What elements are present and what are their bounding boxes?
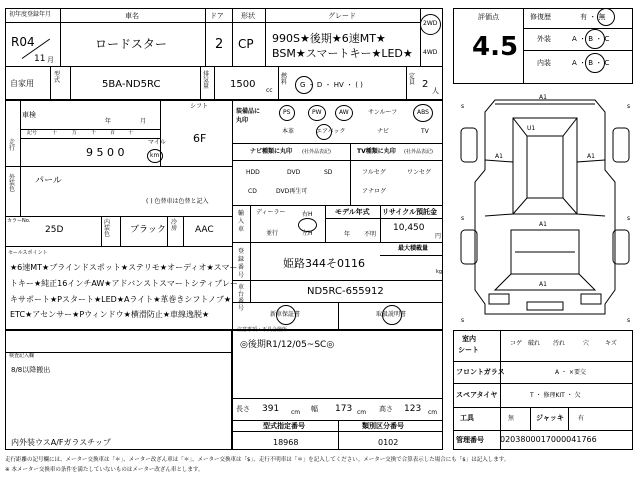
tools-label: 工具 (460, 414, 474, 422)
equip-ps: PS (283, 109, 291, 116)
sales-line: ★6速MT★ブラインドスポット★ステリモ★オーディオ★スマー (10, 263, 238, 272)
fuel-options: G ・ D ・ HV ・ ( ) (300, 81, 363, 89)
divider (101, 216, 102, 246)
dealer: ディーラー (256, 209, 286, 216)
divider (265, 8, 266, 66)
divider (200, 66, 201, 100)
car-name: ロードスター (95, 37, 167, 51)
width-label: 幅 (311, 405, 318, 413)
divider (453, 361, 633, 362)
nav-item: DVD (287, 169, 301, 176)
type-cert-label: 型式指定番号 (263, 422, 305, 430)
drive-4wd: 4WD (423, 49, 438, 56)
interior-item: コゲ (510, 340, 523, 347)
divider (5, 22, 420, 23)
nav-item: DVD再生可 (276, 188, 308, 195)
interior-sheet-label1: 室内 (462, 335, 476, 343)
divider (406, 66, 407, 100)
spare-label: スペアタイヤ (456, 391, 498, 399)
divider (523, 50, 633, 51)
equip-aw: AW (339, 109, 349, 116)
divider (214, 66, 215, 100)
plate-value: 姫路344そ0116 (283, 257, 365, 270)
interior-item: 破れ (528, 340, 541, 347)
grade-line1: 990S★後期★6速MT★ (272, 32, 386, 45)
divider (183, 216, 184, 246)
interior-color-label: 内装色 (104, 219, 111, 238)
windshield-options: A ・ ×要交 (555, 369, 586, 376)
right-hand: 右H (302, 211, 313, 218)
inspector-line2: 内外装ウスA/Fガラスチップ (11, 438, 111, 447)
nav-item: SD (324, 169, 333, 176)
divider (232, 398, 443, 399)
digit-header: 百 (110, 130, 116, 136)
interior-selected-circle (585, 53, 605, 73)
displacement-unit: cc (266, 87, 273, 94)
damage-mark: U1 (527, 125, 536, 132)
exterior-options: A ・ B ・ C (572, 35, 610, 43)
divider (232, 143, 443, 144)
car-name-label: 車名 (125, 12, 139, 20)
divider (350, 143, 351, 205)
damage-mark: A1 (539, 221, 547, 228)
sales-line: トキー★純正16インチAW★アドバンストスマートシティブレー (10, 279, 238, 288)
score-value: 4.5 (472, 32, 519, 62)
recycle-label: リサイクル預託金 (382, 208, 438, 216)
digit-header: 十 (52, 130, 58, 136)
tv-header-note: (社外品表記) (404, 149, 433, 155)
divider (20, 129, 160, 130)
sales-line: キサポート★Pスタート★LED★Aライト★革巻きシフトノブ★ (10, 295, 232, 304)
divider (338, 302, 339, 330)
equip-nav: ナビ (377, 128, 390, 135)
nav-header: ナビ種類に丸印 (250, 148, 293, 155)
divider (380, 205, 381, 242)
interior-options: A ・ B ・ C (572, 59, 610, 67)
digit-header: 記号 (27, 130, 38, 136)
unit-km: km (150, 152, 160, 159)
mgmt: 0203800017000041766 (500, 435, 597, 444)
model-year-unit: 年 (344, 231, 351, 238)
nav-item: CD (248, 188, 257, 195)
divider (250, 242, 251, 280)
shift-label: シフト (190, 103, 209, 110)
grade-line2: BSM★スマートキー★LED★ (272, 47, 413, 60)
equip-airbag: エアバック (316, 128, 346, 135)
color-no-label: カラーNo. (7, 218, 31, 224)
model: 5BA-ND5RC (102, 79, 161, 90)
ac-label: 冷房 (171, 219, 178, 232)
divider (232, 280, 443, 281)
divider (20, 138, 160, 139)
divider (205, 8, 206, 66)
divider (250, 280, 251, 302)
length-unit: cm (291, 409, 301, 416)
length-label: 長さ (236, 405, 250, 413)
divider (338, 420, 339, 450)
tv-item: アナログ (362, 188, 387, 195)
notes-label: 注意事項・不具合箇所 (237, 327, 288, 333)
divider (250, 205, 251, 242)
jack: 有 (578, 415, 585, 422)
year-label: 年 (105, 118, 112, 125)
divider (523, 8, 524, 84)
displacement: 1500 (230, 79, 256, 90)
reg-year-label: 初年度登録年月 (9, 11, 52, 18)
capacity-unit: 人 (432, 87, 439, 95)
capacity-label: 定員 (409, 73, 416, 86)
spare-options: T ・ 修理KIT ・ 欠 (530, 392, 581, 399)
divider (232, 160, 443, 161)
reg-month: 11 (34, 54, 46, 64)
exterior-selected-circle (585, 29, 605, 49)
length: 391 (262, 404, 280, 414)
divider (232, 100, 233, 330)
tv-item: フルセグ (362, 169, 386, 176)
divider (500, 330, 501, 450)
chassis-label: 車台番号 (238, 284, 245, 312)
score-label: 評価点 (478, 13, 499, 21)
divider (278, 66, 279, 100)
car-damage-diagram (455, 90, 635, 328)
divider (453, 383, 633, 384)
damage-mark: A1 (495, 153, 503, 160)
tv-item: ワンセグ (407, 169, 432, 176)
new-car-warranty: 新車保証書 (270, 311, 301, 318)
color-note: ( ) 色替車は色替と記入 (146, 198, 209, 205)
damage-mark: A1 (587, 153, 595, 160)
inspector-label: 検査記入欄 (9, 353, 35, 359)
height-label: 高さ (379, 405, 393, 413)
damage-mark: s (627, 103, 631, 110)
mgmt-label: 管理番号 (456, 436, 484, 444)
grade-label: グレード (328, 12, 356, 20)
doors: 2 (215, 37, 224, 52)
drive-2wd: 2WD (423, 20, 438, 27)
footer-line1: 走行距離の記号欄には、メーター交換車は「＊」、メーター改ざん車は「＊」、メーター交換車は「$」、走行不明車は「＊」を記入してください。メーター交換で合算表示した場合にも「$」は記入します。 (5, 457, 510, 463)
divider (70, 66, 71, 100)
width-unit: cm (357, 409, 367, 416)
exterior-label: 外装 (537, 35, 551, 43)
notes-line1: ◎後期R1/12/05~SC◎ (240, 340, 335, 350)
divider (325, 205, 326, 242)
interior-item: 汚れ (553, 340, 566, 347)
interior-frame (453, 330, 633, 450)
color-label: 外装色 (9, 174, 16, 193)
divider (325, 218, 443, 219)
month-label: 月 (140, 118, 147, 125)
recycle-value: 10,450 (393, 223, 425, 233)
model-label: 型式 (54, 71, 61, 84)
equip-abs: ABS (417, 109, 429, 116)
interior-item: 穴 (583, 340, 590, 347)
color-value: パール (35, 176, 62, 186)
digit-header: 万 (72, 130, 78, 136)
divider (5, 216, 232, 217)
model-year-unknown: 不明 (364, 231, 377, 238)
equip-sunroof: サンルーフ (368, 109, 398, 116)
damage-mark: s (627, 215, 631, 222)
divider (20, 100, 21, 166)
digit-header: 千 (91, 130, 97, 136)
type-cert: 18968 (273, 438, 299, 447)
divider (5, 246, 232, 247)
import-label: 輸入車 (238, 210, 245, 233)
divider (232, 8, 233, 66)
doors-label: ドア (210, 12, 224, 20)
left-hand: 左H (302, 230, 313, 237)
model-year-label: モデル年式 (335, 208, 370, 216)
damage-mark: s (461, 103, 465, 110)
inspector-line1: 8/8以降搬出 (11, 366, 51, 374)
manual: 取扱説明書 (376, 311, 407, 318)
class-label: 類別区分番号 (362, 422, 404, 430)
divider (568, 407, 569, 430)
divider (20, 166, 21, 216)
divider (5, 352, 232, 353)
fuel-label: 燃料 (281, 73, 288, 86)
divider (232, 242, 443, 243)
footer-line2: ※ 本メーター交換車の条件を満たしていないものはメーター改ざん車とします。 (5, 467, 204, 473)
sales-points-label: セールスポイント (8, 250, 48, 256)
ac: AAC (195, 225, 214, 235)
repair-label: 修復歴 (530, 13, 551, 21)
sales-line: ETC★アセンサー★Pウィンドウ★横滑防止★車線逸脱★ (10, 310, 210, 319)
nav-item: HDD (246, 169, 260, 176)
inspection-label: 車検 (22, 111, 36, 119)
damage-mark: s (461, 317, 465, 324)
jack-label: ジャッキ (536, 414, 564, 422)
recycle-unit: 円 (435, 233, 442, 240)
nav-header-note: (社外品表記) (302, 149, 331, 155)
lower-left-frame (5, 330, 232, 450)
reg-year: R04 (11, 35, 35, 49)
color-no: 25D (45, 225, 64, 235)
capacity: 2 (422, 79, 429, 90)
plate-label: 登録番号 (238, 248, 245, 279)
chassis-value: ND5RC-655912 (307, 286, 384, 297)
divider (453, 430, 633, 431)
damage-mark: s (627, 317, 631, 324)
reg-month-suffix: 月 (47, 56, 54, 64)
windshield-label: フロントガラス (456, 368, 505, 376)
repair-selected-circle (597, 8, 615, 26)
interior-sheet-label2: シート (458, 346, 479, 354)
damage-mark: s (461, 215, 465, 222)
mileage-label: 走行 (9, 139, 16, 152)
use: 自家用 (10, 79, 34, 88)
divider (232, 205, 443, 206)
divider (530, 407, 531, 430)
divider (60, 8, 61, 66)
divider (523, 28, 633, 29)
damage-mark: A1 (539, 94, 547, 101)
interior-label: 内装 (537, 59, 551, 67)
divider (167, 216, 168, 246)
digit-header: 十 (128, 130, 134, 136)
divider (453, 407, 633, 408)
equip-leather: 本革 (282, 128, 295, 135)
repair-options: 有 ・ 無 (580, 13, 606, 21)
fuel-selected-circle (295, 76, 313, 94)
interior-color: ブラック (130, 225, 166, 235)
tools: 無 (508, 415, 515, 422)
damage-mark: A1 (539, 281, 547, 288)
equip-tv: TV (421, 128, 429, 135)
shape: CP (238, 37, 254, 51)
divider (420, 8, 421, 66)
divider (5, 166, 232, 167)
tv-header: TV種類に丸印 (357, 148, 396, 155)
divider (50, 66, 51, 100)
class: 0102 (378, 438, 399, 447)
equipment-label: 装備品に丸印 (236, 108, 261, 124)
height: 123 (404, 404, 422, 414)
parallel: 並行 (266, 230, 279, 237)
divider (380, 255, 443, 256)
max-load-label: 最大積載量 (398, 245, 429, 252)
unit-mile: マイル (148, 139, 166, 146)
equip-pw: PW (312, 109, 322, 116)
mileage-digits: 9 5 0 0 (86, 146, 125, 159)
displacement-label: 排気量 (203, 71, 210, 90)
interior-item: キズ (605, 340, 617, 347)
width: 173 (335, 404, 353, 414)
height-unit: cm (428, 409, 438, 416)
max-load-unit: kg (436, 269, 443, 275)
divider (120, 216, 121, 246)
shape-label: 形状 (241, 12, 255, 20)
shift: 6F (193, 132, 207, 145)
